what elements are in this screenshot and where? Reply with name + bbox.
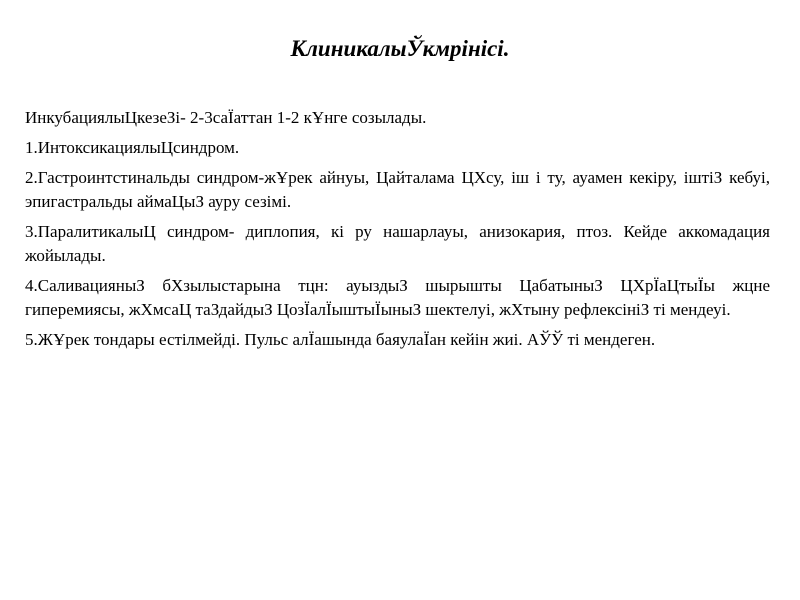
paragraph-incubation: ИнкубациялыЦкезеЗі- 2-3саЇаттан 1-2 кҰнге созылады. [25,108,427,127]
paragraph-item-2: 2.Гастроинтстинальды синдром-жҰрек айнуы, Цайталама ЦХсу, іш і ту, ауамен кекіру, іштіЗ кебуі, эпигастральды аймаЦыЗ ауру сезімі. [25,168,770,211]
slide-body [25,106,770,358]
slide-title: КлиникалыЎкмрінісі. [290,36,510,61]
paragraph-item-4: 4.СаливацияныЗ бХзылыстарына тцн: ауыздыЗ шырышты ЦабатыныЗ ЦХрЇаЦтыЇы жцне гиперемиясы, жХмсаЦ таЗдайдыЗ ЦозЇалЇыштыЇыныЗ шектелуі, жХтыну рефлексініЗ ті мендеуі. [25,276,770,319]
paragraph-item-5: 5.ЖҰрек тондары естілмейді. Пульс алЇашында баяулаЇан кейін жиі. АЎЎ ті мендеген. [25,330,656,349]
paragraph-item-3: 3.ПаралитикалыЦ синдром- диплопия, кі ру нашарлауы, анизокария, птоз. Кейде аккомадация жойылады. [25,222,770,265]
paragraph-item-1: 1.ИнтоксикациялыЦсиндром. [25,138,240,157]
